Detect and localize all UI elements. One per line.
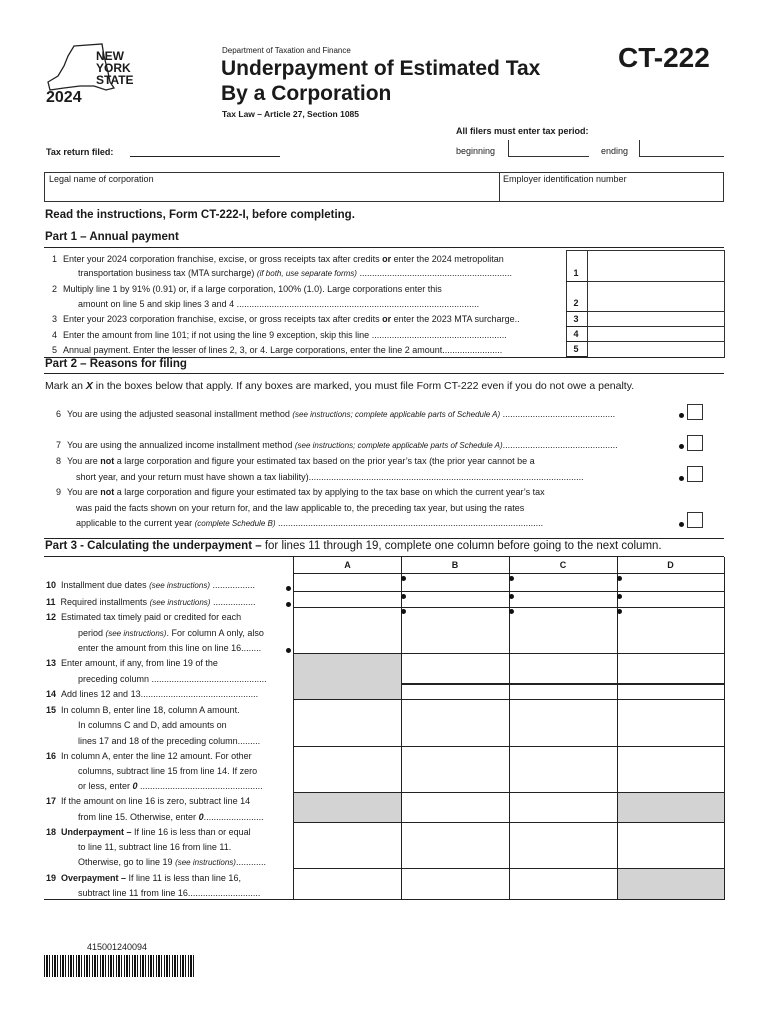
line3-number: 3 <box>573 314 579 324</box>
line1-amount-input[interactable] <box>587 250 725 283</box>
line13-label: 13 Enter amount, if any, from line 19 of the <box>46 658 218 668</box>
period-ending-input[interactable] <box>639 140 724 157</box>
line7-text: 7 You are using the annualized income installment method (see instructions; complete applicable parts of Schedule A).............................................. <box>56 440 618 450</box>
line4-number: 4 <box>573 329 579 339</box>
col-d-line12-bullet <box>617 609 622 614</box>
line18-label-cont2: Otherwise, go to line 19 (see instructions)............ <box>78 857 266 867</box>
instructions-note: Read the instructions, Form CT-222-I, before completing. <box>45 209 355 221</box>
logo-new: NEW <box>96 49 124 63</box>
line8-text: 8 You are not a large corporation and figure your estimated tax based on the prior year’s tax (the prior year cannot be a <box>56 456 535 466</box>
line12-col-a-input[interactable] <box>294 608 401 653</box>
line15-label-cont2: lines 17 and 18 of the preceding column......... <box>78 736 261 746</box>
line19-col-d-shaded <box>618 869 724 899</box>
line15-label: 15 In column B, enter line 18, column A amount. <box>46 705 240 715</box>
tax-law-reference: Tax Law – Article 27, Section 1085 <box>222 109 360 119</box>
ein-label: Employer identification number <box>503 174 627 184</box>
legal-name-field[interactable] <box>44 172 500 202</box>
line5-number: 5 <box>573 344 579 354</box>
beginning-label: beginning <box>456 146 496 156</box>
line11-label: 11 Required installments (see instructions) ................. <box>46 597 256 607</box>
line9-text-cont2: applicable to the current year (complete Schedule B) .......................................................................................................... <box>76 518 544 528</box>
line1-text-cont: transportation business tax (MTA surcharge) (if both, use separate forms) ............................................................. <box>78 268 512 278</box>
line5-text: 5 Annual payment. Enter the lesser of lines 2, 3, or 4. Large corporations, enter the line 2 amount........................ <box>52 345 503 355</box>
barcode-number: 415001240094 <box>87 942 148 952</box>
legal-name-label: Legal name of corporation <box>49 174 154 184</box>
line12-label-cont1: period (see instructions). For column A only, also <box>78 628 264 638</box>
col-c-line12-bullet <box>509 609 514 614</box>
line13-label-cont: preceding column .............................................. <box>78 674 267 684</box>
line10-col-c-input[interactable] <box>510 574 617 591</box>
period-beginning-input[interactable] <box>508 140 589 157</box>
col-b-line12-bullet <box>401 609 406 614</box>
part1-title: Part 1 – Annual payment <box>45 231 179 243</box>
line7-checkbox[interactable] <box>687 435 703 451</box>
line19-label-cont: subtract line 11 from line 16............................. <box>78 888 261 898</box>
line9-text: 9 You are not a large corporation and figure your estimated tax by applying to the tax base on which the current year’s tax <box>56 487 545 497</box>
col-b-line10-bullet <box>401 576 406 581</box>
col-d-line11-bullet <box>617 594 622 599</box>
col-d-line10-bullet <box>617 576 622 581</box>
line12-label: 12 Estimated tax timely paid or credited for each <box>46 612 242 622</box>
line3-text: 3 Enter your 2023 corporation franchise, excise, or gross receipts tax after credits or enter the 2023 MTA surcharge.. <box>52 314 520 324</box>
line7-bullet <box>679 444 684 449</box>
line1-text: 1 Enter your 2024 corporation franchise, excise, or gross receipts tax after credits or enter the 2024 metropolitan <box>52 254 504 264</box>
column-d-header: D <box>667 560 674 570</box>
line12-label-cont2: enter the amount from this line on line 16........ <box>78 643 262 653</box>
line10-label: 10 Installment due dates (see instructions) ................. <box>46 580 256 590</box>
line10-bullet <box>286 586 291 591</box>
line10-col-d-input[interactable] <box>618 574 724 591</box>
line2-amount-input[interactable] <box>587 281 725 313</box>
column-c-header: C <box>559 560 567 570</box>
line2-text-cont: amount on line 5 and skip lines 3 and 4 ................................................................................................. <box>78 299 480 309</box>
logo-year: 2024 <box>46 89 82 106</box>
line10-col-a-input[interactable] <box>294 574 401 591</box>
line6-text: 6 You are using the adjusted seasonal installment method (see instructions; complete applicable parts of Schedule A) ............................................. <box>56 409 616 419</box>
line17-label-cont: from line 15. Otherwise, enter 0........................ <box>78 812 264 822</box>
department-name: Department of Taxation and Finance <box>222 46 351 55</box>
line9-bullet <box>679 522 684 527</box>
line15-label-cont1: In columns C and D, add amounts on <box>78 720 227 730</box>
line17-col-d-shaded <box>618 793 724 822</box>
form-title-line1: Underpayment of Estimated Tax <box>221 57 541 80</box>
line2-number: 2 <box>573 298 579 308</box>
column-a-header: A <box>344 560 351 570</box>
nys-logo <box>44 40 154 110</box>
line19-label: 19 Overpayment – If line 11 is less than line 16, <box>46 873 241 883</box>
line18-label: 18 Underpayment – If line 16 is less than or equal <box>46 827 251 837</box>
part3-title: Part 3 - Calculating the underpayment – for lines 11 through 19, complete one column before going to the next column. <box>45 540 662 552</box>
line8-checkbox[interactable] <box>687 466 703 482</box>
line16-label-cont1: columns, subtract line 15 from line 14. If zero <box>78 766 258 776</box>
column-b-header: B <box>451 560 459 570</box>
col-b-line11-bullet <box>401 594 406 599</box>
col-c-line11-bullet <box>509 594 514 599</box>
line13-14-col-a-shaded <box>294 654 401 699</box>
line6-bullet <box>679 413 684 418</box>
logo-state: STATE <box>96 73 134 87</box>
line8-text-cont: short year, and your return must have shown a tax liability).............................................................................................................. <box>76 472 584 482</box>
line17-label: 17 If the amount on line 16 is zero, subtract line 14 <box>46 796 251 806</box>
form-title-line2: By a Corporation <box>221 82 392 105</box>
logo-york: YORK <box>96 61 131 75</box>
line11-bullet <box>286 602 291 607</box>
tax-return-filed-label: Tax return filed: <box>46 147 114 157</box>
line4-text: 4 Enter the amount from line 101; if not using the line 9 exception, skip this line ...................................................... <box>52 330 507 340</box>
ein-field[interactable] <box>499 172 724 202</box>
tax-period-label: All filers must enter tax period: <box>456 126 589 136</box>
part2-title: Part 2 – Reasons for filing <box>45 358 187 370</box>
line16-label: 16 In column A, enter the line 12 amount. For other <box>46 751 252 761</box>
line11-col-a-input[interactable] <box>294 592 401 607</box>
tax-return-filed-input[interactable] <box>130 156 280 157</box>
form-id: CT-222 <box>618 42 710 73</box>
barcode-icon <box>44 955 194 977</box>
part2-instructions: Mark an X in the boxes below that apply. If any boxes are marked, you must file Form CT-222 even if you do not owe a penalty. <box>45 380 635 392</box>
line16-label-cont2: or less, enter 0 ................................................. <box>78 781 263 791</box>
line12-bullet <box>286 648 291 653</box>
line9-text-cont1: was paid the facts shown on your return for, and the law applicable to, the preceding tax year, but using the rates <box>76 503 525 513</box>
line6-checkbox[interactable] <box>687 404 703 420</box>
line18-label-cont1: to line 11, subtract line 16 from line 11. <box>78 842 232 852</box>
col-c-line10-bullet <box>509 576 514 581</box>
line10-col-b-input[interactable] <box>402 574 509 591</box>
line8-bullet <box>679 476 684 481</box>
line5-amount-input[interactable] <box>587 341 725 358</box>
line2-text: 2 Multiply line 1 by 91% (0.91) or, if a large corporation, 100% (1.0). Large corporations enter this <box>52 284 442 294</box>
line14-label: 14 Add lines 12 and 13............................................... <box>46 689 259 699</box>
line17-col-a-shaded <box>294 793 401 822</box>
line1-number: 1 <box>573 268 579 278</box>
line9-checkbox[interactable] <box>687 512 703 528</box>
ending-label: ending <box>601 146 629 156</box>
